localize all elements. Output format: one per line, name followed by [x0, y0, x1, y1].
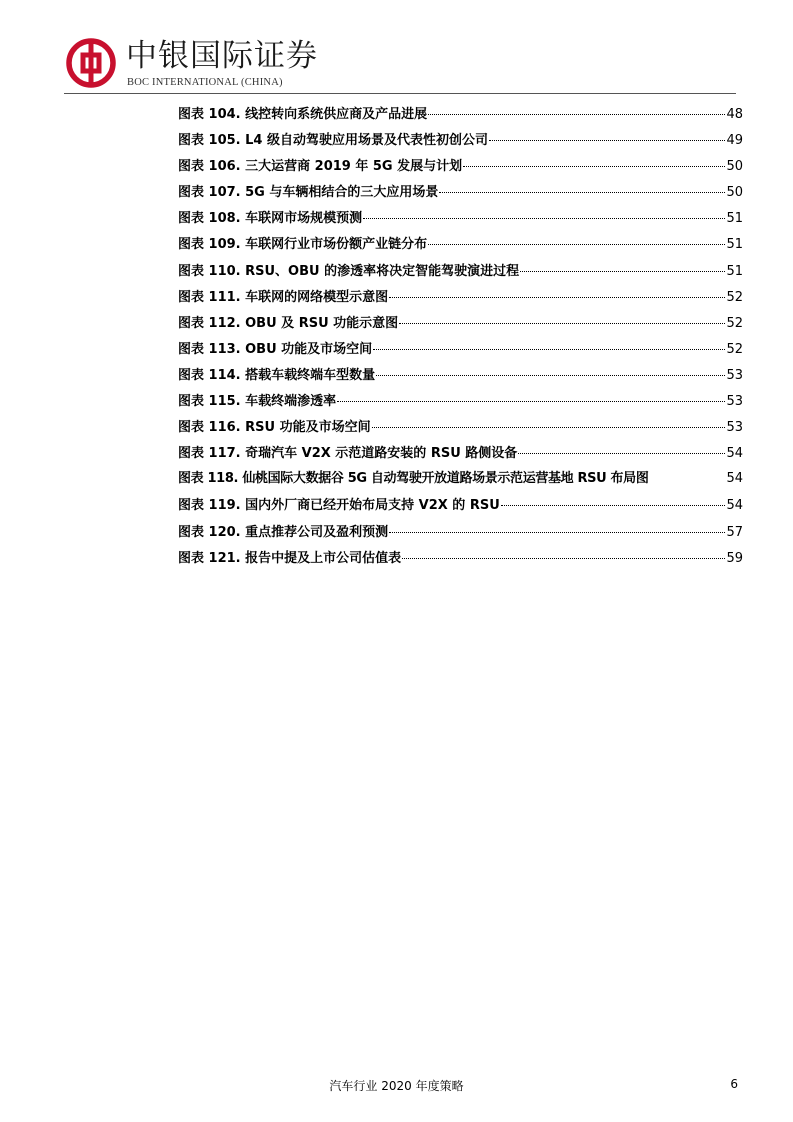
toc-entry-page: 52 [726, 315, 743, 331]
toc-entry-page: 48 [726, 107, 743, 122]
toc-entry-label: 图表 119. 国内外厂商已经开始布局支持 V2X 的 RSU [178, 498, 500, 514]
brand-name-cn: 中银国际证券 [126, 38, 318, 74]
footer-report-title: 汽车行业 2020 年度策略 [329, 1079, 464, 1093]
toc-entry-label: 图表 108. 车联网市场规模预测 [178, 211, 363, 227]
toc-leader-dots [372, 413, 726, 428]
toc-entry-page: 50 [726, 185, 743, 201]
toc-entry-page: 51 [726, 211, 743, 227]
toc-entry-page: 49 [726, 133, 743, 149]
toc-leader-dots [399, 309, 725, 324]
page-header [0, 0, 793, 100]
toc-entry-label: 图表 115. 车载终端渗透率 [178, 394, 337, 410]
toc-entry-label: 图表 110. RSU、OBU 的渗透率将决定智能驾驶演进过程 [178, 263, 520, 279]
toc-entry[interactable] [178, 547, 743, 573]
toc-entry-page: 59 [726, 550, 743, 566]
toc-entry-label: 图表 111. 车联网的网络模型示意图 [178, 289, 389, 305]
toc-leader-dots [376, 361, 725, 376]
toc-leader-dots [463, 152, 725, 167]
toc-entry-page: 51 [726, 263, 743, 279]
toc-entry-label: 图表 113. OBU 功能及市场空间 [178, 341, 373, 357]
toc-entry-page: 52 [726, 289, 743, 305]
toc-entry-label: 图表 104. 线控转向系统供应商及产品进展 [178, 107, 428, 122]
toc-entry-page: 53 [726, 394, 743, 410]
toc-entry-label: 图表 106. 三大运营商 2019 年 5G 发展与计划 [178, 159, 463, 175]
toc-entry-page: 54 [726, 471, 743, 487]
toc-leader-dots [389, 283, 725, 298]
toc-entry-label: 图表 121. 报告中提及上市公司估值表 [178, 550, 402, 566]
toc-entry-page: 50 [726, 159, 743, 175]
toc-leader-dots [518, 439, 725, 454]
toc-entry-page: 57 [726, 524, 743, 540]
toc-entry-label: 图表 117. 奇瑞汽车 V2X 示范道路安装的 RSU 路侧设备 [178, 446, 518, 462]
toc-entry-page: 53 [726, 367, 743, 383]
toc-leader-dots [649, 465, 725, 479]
boc-logo-icon [66, 38, 116, 88]
brand-name-en: BOC INTERNATIONAL (CHINA) [127, 77, 283, 88]
toc-entry-page: 53 [726, 420, 743, 436]
toc-entry-label: 图表 105. L4 级自动驾驶应用场景及代表性初创公司 [178, 133, 488, 149]
toc-leader-dots [439, 178, 725, 193]
toc-entry-page: 51 [726, 237, 743, 253]
footer-page-number: 6 [730, 1077, 738, 1091]
toc-leader-dots [337, 387, 725, 402]
toc-entry-label: 图表 112. OBU 及 RSU 功能示意图 [178, 315, 399, 331]
toc-entry-label: 图表 107. 5G 与车辆相结合的三大应用场景 [178, 185, 439, 201]
header-divider [64, 93, 736, 94]
toc-leader-dots [501, 491, 726, 506]
toc-leader-dots [402, 544, 725, 559]
toc-leader-dots [389, 518, 725, 533]
toc-leader-dots [428, 100, 725, 115]
toc-leader-dots [373, 335, 725, 350]
figure-index-list [178, 103, 743, 573]
toc-entry-label: 图表 118. 仙桃国际大数据谷 5G 自动驾驶开放道路场景示范运营基地 RSU 布局图 [178, 471, 649, 487]
toc-entry-label: 图表 116. RSU 功能及市场空间 [178, 420, 371, 436]
toc-entry-page: 52 [726, 341, 743, 357]
toc-entry-label: 图表 114. 搭载车载终端车型数量 [178, 367, 376, 383]
toc-entry-label: 图表 120. 重点推荐公司及盈利预测 [178, 524, 389, 540]
toc-entry-page: 54 [726, 446, 743, 462]
toc-leader-dots [489, 126, 725, 141]
toc-leader-dots [520, 257, 725, 272]
toc-leader-dots [363, 204, 725, 219]
toc-entry-page: 54 [726, 498, 743, 514]
toc-entry-label: 图表 109. 车联网行业市场份额产业链分布 [178, 237, 428, 253]
toc-leader-dots [428, 230, 725, 245]
